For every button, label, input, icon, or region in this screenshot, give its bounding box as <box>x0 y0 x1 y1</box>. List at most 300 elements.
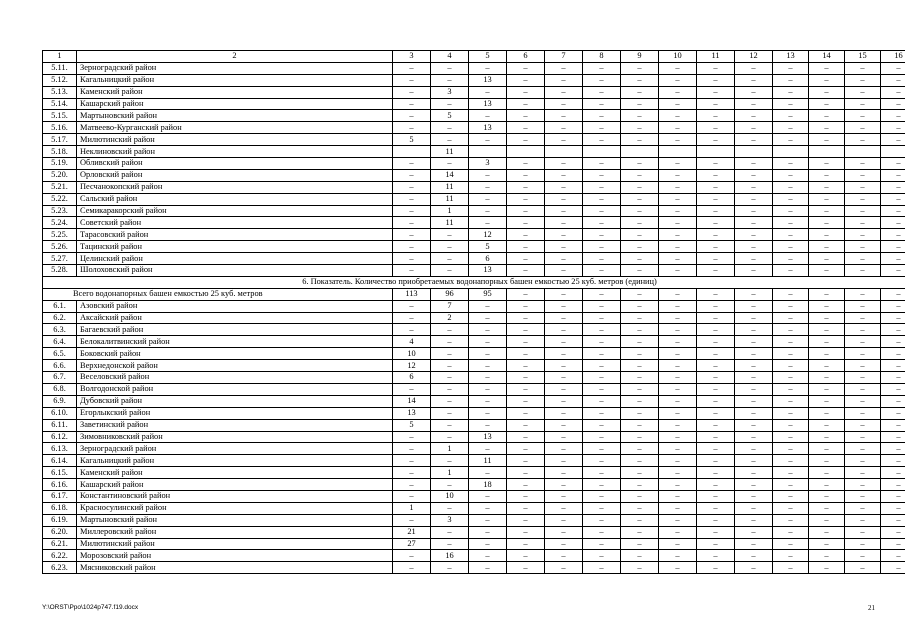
value-cell: – <box>735 122 773 134</box>
header-cell: 6 <box>507 51 545 63</box>
row-number: 6.7. <box>43 372 77 384</box>
value-cell: – <box>507 229 545 241</box>
row-number: 6.9. <box>43 395 77 407</box>
value-cell: – <box>659 407 697 419</box>
value-cell: – <box>881 431 905 443</box>
value-cell: – <box>697 562 735 574</box>
section-row <box>43 276 905 288</box>
row-number: 6.2. <box>43 312 77 324</box>
table-row <box>43 229 905 241</box>
value-cell: – <box>583 395 621 407</box>
table-row <box>43 241 905 253</box>
value-cell: 14 <box>393 395 431 407</box>
table-row <box>43 538 905 550</box>
value-cell: – <box>659 241 697 253</box>
value-cell: 21 <box>393 526 431 538</box>
value-cell: – <box>583 324 621 336</box>
value-cell: – <box>507 217 545 229</box>
value-cell: – <box>697 62 735 74</box>
value-cell: – <box>545 562 583 574</box>
value-cell: – <box>659 169 697 181</box>
value-cell: – <box>583 253 621 265</box>
value-cell: – <box>773 431 809 443</box>
value-cell: – <box>659 193 697 205</box>
district-name: Миллеровский район <box>77 526 393 538</box>
value-cell: – <box>393 193 431 205</box>
value-cell <box>773 146 809 158</box>
value-cell: – <box>621 74 659 86</box>
value-cell: – <box>621 217 659 229</box>
value-cell: 1 <box>431 467 469 479</box>
value-cell: – <box>697 490 735 502</box>
value-cell: – <box>621 193 659 205</box>
value-cell: – <box>735 502 773 514</box>
value-cell: – <box>809 395 845 407</box>
value-cell: – <box>845 110 881 122</box>
value-cell: – <box>621 502 659 514</box>
value-cell: – <box>583 110 621 122</box>
district-name: Тарасовский район <box>77 229 393 241</box>
value-cell <box>507 146 545 158</box>
district-name: Егорлыкский район <box>77 407 393 419</box>
value-cell: 3 <box>431 514 469 526</box>
value-cell: – <box>845 360 881 372</box>
value-cell: – <box>621 169 659 181</box>
value-cell: – <box>735 336 773 348</box>
value-cell: – <box>773 336 809 348</box>
value-cell: – <box>735 181 773 193</box>
value-cell: – <box>469 502 507 514</box>
value-cell: – <box>621 360 659 372</box>
district-name: Веселовский район <box>77 372 393 384</box>
value-cell: – <box>845 383 881 395</box>
value-cell: – <box>809 229 845 241</box>
value-cell: – <box>431 431 469 443</box>
row-number: 6.6. <box>43 360 77 372</box>
value-cell: – <box>469 360 507 372</box>
value-cell: – <box>431 134 469 146</box>
value-cell: – <box>697 443 735 455</box>
value-cell: – <box>773 134 809 146</box>
value-cell: – <box>809 514 845 526</box>
value-cell: – <box>809 98 845 110</box>
value-cell: – <box>545 62 583 74</box>
value-cell: – <box>545 86 583 98</box>
value-cell: – <box>881 336 905 348</box>
value-cell: – <box>697 538 735 550</box>
table-row <box>43 395 905 407</box>
value-cell: – <box>845 502 881 514</box>
value-cell: – <box>773 241 809 253</box>
value-cell: – <box>393 74 431 86</box>
value-cell: – <box>545 324 583 336</box>
value-cell: – <box>735 431 773 443</box>
value-cell: – <box>659 300 697 312</box>
value-cell: – <box>697 86 735 98</box>
value-cell: – <box>469 312 507 324</box>
value-cell: – <box>507 193 545 205</box>
value-cell: 13 <box>469 74 507 86</box>
value-cell: – <box>659 419 697 431</box>
value-cell: – <box>393 98 431 110</box>
value-cell: 11 <box>469 455 507 467</box>
value-cell: – <box>507 312 545 324</box>
value-cell <box>621 146 659 158</box>
value-cell: – <box>773 312 809 324</box>
value-cell: – <box>659 538 697 550</box>
value-cell: – <box>659 383 697 395</box>
value-cell: – <box>545 193 583 205</box>
value-cell <box>545 146 583 158</box>
value-cell: – <box>545 122 583 134</box>
value-cell: – <box>621 324 659 336</box>
value-cell: 11 <box>431 146 469 158</box>
value-cell: – <box>735 253 773 265</box>
value-cell: – <box>545 383 583 395</box>
row-number: 6.4. <box>43 336 77 348</box>
value-cell: – <box>507 407 545 419</box>
value-cell: – <box>545 502 583 514</box>
value-cell: – <box>773 455 809 467</box>
value-cell: – <box>809 348 845 360</box>
table-row <box>43 122 905 134</box>
value-cell: – <box>545 395 583 407</box>
value-cell: – <box>735 490 773 502</box>
value-cell: – <box>735 324 773 336</box>
value-cell: 5 <box>431 110 469 122</box>
value-cell: – <box>809 241 845 253</box>
value-cell: 13 <box>469 265 507 277</box>
value-cell: – <box>583 169 621 181</box>
value-cell: – <box>773 514 809 526</box>
value-cell: – <box>809 158 845 170</box>
table-row <box>43 146 905 158</box>
value-cell: – <box>469 336 507 348</box>
value-cell: – <box>809 110 845 122</box>
value-cell: – <box>773 550 809 562</box>
value-cell <box>469 146 507 158</box>
value-cell: – <box>507 134 545 146</box>
value-cell: – <box>469 62 507 74</box>
value-cell: – <box>393 443 431 455</box>
value-cell: – <box>545 526 583 538</box>
value-cell: – <box>697 360 735 372</box>
value-cell: – <box>881 538 905 550</box>
value-cell: – <box>735 312 773 324</box>
district-name: Советский район <box>77 217 393 229</box>
value-cell: – <box>659 502 697 514</box>
value-cell: – <box>881 253 905 265</box>
value-cell: – <box>393 169 431 181</box>
value-cell: – <box>393 479 431 491</box>
value-cell: – <box>845 288 881 300</box>
total-label: Всего водонапорных башен емкостью 25 куб. метров <box>43 288 393 300</box>
value-cell: – <box>809 443 845 455</box>
row-number: 6.12. <box>43 431 77 443</box>
value-cell: – <box>545 348 583 360</box>
value-cell: – <box>881 372 905 384</box>
value-cell: – <box>583 479 621 491</box>
row-number: 5.21. <box>43 181 77 193</box>
value-cell: – <box>431 562 469 574</box>
value-cell: – <box>469 110 507 122</box>
value-cell: – <box>431 98 469 110</box>
value-cell: – <box>697 181 735 193</box>
value-cell: – <box>773 229 809 241</box>
value-cell: – <box>735 395 773 407</box>
value-cell: – <box>393 217 431 229</box>
value-cell: – <box>697 193 735 205</box>
value-cell: – <box>881 324 905 336</box>
value-cell: – <box>545 300 583 312</box>
value-cell: – <box>735 300 773 312</box>
value-cell: – <box>659 455 697 467</box>
value-cell: – <box>845 253 881 265</box>
header-cell: 2 <box>77 51 393 63</box>
table-row <box>43 86 905 98</box>
value-cell: – <box>659 134 697 146</box>
value-cell: – <box>621 336 659 348</box>
district-name: Тацинский район <box>77 241 393 253</box>
table-row <box>43 419 905 431</box>
value-cell: – <box>735 455 773 467</box>
district-name: Мартыновский район <box>77 514 393 526</box>
value-cell: – <box>881 514 905 526</box>
row-number: 5.13. <box>43 86 77 98</box>
header-cell: 16 <box>881 51 905 63</box>
value-cell: – <box>881 181 905 193</box>
value-cell: – <box>659 490 697 502</box>
value-cell: – <box>697 324 735 336</box>
value-cell: – <box>545 74 583 86</box>
value-cell: – <box>583 383 621 395</box>
value-cell: – <box>545 169 583 181</box>
value-cell: – <box>583 241 621 253</box>
value-cell: – <box>809 62 845 74</box>
value-cell: – <box>659 98 697 110</box>
value-cell: – <box>881 383 905 395</box>
value-cell: – <box>659 205 697 217</box>
value-cell: – <box>881 288 905 300</box>
district-name: Аксайский район <box>77 312 393 324</box>
value-cell: 10 <box>393 348 431 360</box>
value-cell: – <box>735 538 773 550</box>
value-cell: – <box>809 383 845 395</box>
value-cell: – <box>469 514 507 526</box>
value-cell: – <box>583 419 621 431</box>
value-cell: – <box>697 407 735 419</box>
row-number: 6.23. <box>43 562 77 574</box>
header-cell: 8 <box>583 51 621 63</box>
value-cell: – <box>507 502 545 514</box>
value-cell: – <box>469 324 507 336</box>
value-cell: – <box>809 431 845 443</box>
district-name: Дубовский район <box>77 395 393 407</box>
value-cell: – <box>809 253 845 265</box>
value-cell: – <box>393 562 431 574</box>
value-cell: – <box>881 550 905 562</box>
value-cell: – <box>507 467 545 479</box>
row-number: 5.14. <box>43 98 77 110</box>
value-cell: – <box>845 98 881 110</box>
value-cell: – <box>507 169 545 181</box>
value-cell: 3 <box>469 158 507 170</box>
value-cell: – <box>735 62 773 74</box>
value-cell: – <box>845 348 881 360</box>
value-cell: – <box>697 169 735 181</box>
table-row <box>43 562 905 574</box>
value-cell: – <box>659 288 697 300</box>
value-cell: – <box>507 74 545 86</box>
value-cell: – <box>545 514 583 526</box>
value-cell: – <box>773 205 809 217</box>
row-number: 6.16. <box>43 479 77 491</box>
district-name: Милютинский район <box>77 134 393 146</box>
value-cell: – <box>621 467 659 479</box>
value-cell: – <box>697 98 735 110</box>
value-cell: – <box>735 110 773 122</box>
value-cell: – <box>735 74 773 86</box>
value-cell: – <box>845 407 881 419</box>
value-cell: – <box>881 241 905 253</box>
value-cell: – <box>809 455 845 467</box>
value-cell: – <box>545 98 583 110</box>
table-row <box>43 372 905 384</box>
value-cell: – <box>545 229 583 241</box>
value-cell: – <box>773 443 809 455</box>
value-cell: – <box>809 562 845 574</box>
district-name: Целинский район <box>77 253 393 265</box>
value-cell: – <box>659 443 697 455</box>
value-cell: – <box>621 455 659 467</box>
value-cell: – <box>431 158 469 170</box>
value-cell: – <box>621 526 659 538</box>
value-cell: – <box>881 265 905 277</box>
value-cell: – <box>545 241 583 253</box>
value-cell: – <box>621 348 659 360</box>
value-cell: – <box>881 407 905 419</box>
value-cell: – <box>621 383 659 395</box>
value-cell: – <box>621 490 659 502</box>
value-cell: – <box>809 169 845 181</box>
value-cell: – <box>393 490 431 502</box>
value-cell: – <box>697 467 735 479</box>
value-cell: – <box>621 538 659 550</box>
value-cell: – <box>845 122 881 134</box>
value-cell: 14 <box>431 169 469 181</box>
value-cell: – <box>469 443 507 455</box>
value-cell <box>809 146 845 158</box>
table-row <box>43 360 905 372</box>
value-cell: – <box>431 455 469 467</box>
value-cell: – <box>431 479 469 491</box>
district-name: Кашарский район <box>77 98 393 110</box>
table-row <box>43 181 905 193</box>
value-cell: – <box>773 86 809 98</box>
value-cell: – <box>735 229 773 241</box>
value-cell: – <box>845 205 881 217</box>
value-cell: – <box>773 419 809 431</box>
value-cell: – <box>393 158 431 170</box>
value-cell: – <box>431 348 469 360</box>
value-cell: – <box>773 502 809 514</box>
value-cell: – <box>773 253 809 265</box>
value-cell: – <box>507 443 545 455</box>
value-cell: – <box>583 490 621 502</box>
header-cell: 3 <box>393 51 431 63</box>
district-name: Песчанокопский район <box>77 181 393 193</box>
value-cell: – <box>393 467 431 479</box>
value-cell: – <box>881 193 905 205</box>
district-name: Обливский район <box>77 158 393 170</box>
value-cell: – <box>621 407 659 419</box>
value-cell: – <box>659 395 697 407</box>
row-number: 6.17. <box>43 490 77 502</box>
value-cell: – <box>583 360 621 372</box>
value-cell: – <box>881 348 905 360</box>
value-cell: – <box>507 538 545 550</box>
value-cell: – <box>697 265 735 277</box>
district-name: Зерноградский район <box>77 62 393 74</box>
value-cell: – <box>583 98 621 110</box>
value-cell: – <box>881 217 905 229</box>
value-cell: – <box>845 526 881 538</box>
value-cell: – <box>773 62 809 74</box>
value-cell: 18 <box>469 479 507 491</box>
value-cell: – <box>697 383 735 395</box>
row-number: 5.20. <box>43 169 77 181</box>
value-cell: – <box>697 526 735 538</box>
value-cell: 13 <box>469 98 507 110</box>
value-cell: – <box>773 395 809 407</box>
value-cell: 16 <box>431 550 469 562</box>
value-cell: – <box>809 407 845 419</box>
district-name: Матвеево-Курганский район <box>77 122 393 134</box>
row-number: 5.25. <box>43 229 77 241</box>
value-cell: – <box>431 407 469 419</box>
value-cell: – <box>469 467 507 479</box>
value-cell: – <box>431 229 469 241</box>
table-row <box>43 158 905 170</box>
value-cell: – <box>431 538 469 550</box>
value-cell: – <box>735 205 773 217</box>
district-name: Багаевский район <box>77 324 393 336</box>
value-cell: – <box>621 479 659 491</box>
table-row <box>43 550 905 562</box>
value-cell: – <box>773 562 809 574</box>
value-cell: 3 <box>431 86 469 98</box>
value-cell: – <box>507 360 545 372</box>
table-row <box>43 217 905 229</box>
value-cell: – <box>659 372 697 384</box>
row-number: 6.18. <box>43 502 77 514</box>
value-cell: – <box>845 324 881 336</box>
value-cell: – <box>621 62 659 74</box>
district-name: Белокалитвинский район <box>77 336 393 348</box>
district-name: Семикаракорский район <box>77 205 393 217</box>
value-cell: – <box>697 229 735 241</box>
value-cell: – <box>809 372 845 384</box>
value-cell: – <box>621 181 659 193</box>
value-cell: – <box>583 550 621 562</box>
value-cell: – <box>583 158 621 170</box>
district-name: Мартыновский район <box>77 110 393 122</box>
value-cell: 96 <box>431 288 469 300</box>
value-cell: – <box>621 562 659 574</box>
row-number: 6.14. <box>43 455 77 467</box>
value-cell: – <box>659 122 697 134</box>
header-cell: 10 <box>659 51 697 63</box>
